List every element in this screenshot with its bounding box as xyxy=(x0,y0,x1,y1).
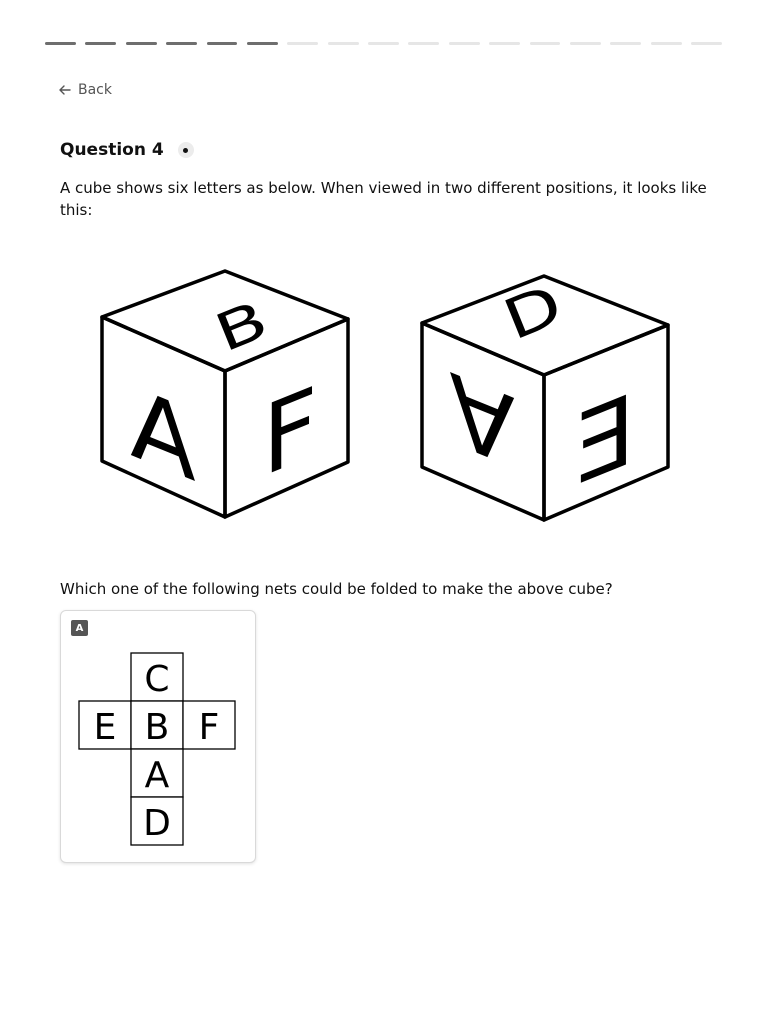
back-label: Back xyxy=(78,82,112,98)
cube2-front-letter: A xyxy=(449,348,515,488)
dot-icon xyxy=(183,148,188,153)
progress-segment xyxy=(651,42,682,45)
progress-segment xyxy=(45,42,76,45)
flag-button[interactable] xyxy=(178,142,194,158)
cube-net-figure xyxy=(77,651,237,851)
progress-segment xyxy=(449,42,480,45)
progress-segment xyxy=(610,42,641,45)
progress-segment xyxy=(368,42,399,45)
option-card-a[interactable] xyxy=(60,610,256,863)
cube2-top-letter: D xyxy=(494,272,572,354)
question-title: Question 4 xyxy=(60,140,164,160)
net-letter-bottom: D xyxy=(143,803,171,844)
cube-view-1 xyxy=(102,271,348,517)
net-letter-center: B xyxy=(144,707,170,748)
progress-segment xyxy=(207,42,238,45)
net-letter-left: E xyxy=(93,707,117,748)
progress-segment xyxy=(126,42,157,45)
progress-segment xyxy=(166,42,197,45)
progress-segment xyxy=(287,42,318,45)
progress-segment xyxy=(570,42,601,45)
cube1-front-letter: A xyxy=(130,365,196,505)
progress-segment xyxy=(85,42,116,45)
net-letter-top: C xyxy=(144,659,170,700)
progress-segment xyxy=(530,42,561,45)
follow-up-question: Which one of the following nets could be folded to make the above cube? xyxy=(60,580,613,598)
cube-figure xyxy=(80,245,680,530)
question-header xyxy=(60,140,194,160)
back-button[interactable] xyxy=(58,82,112,98)
progress-segment xyxy=(408,42,439,45)
cube1-side-letter: F xyxy=(262,364,318,500)
progress-segment xyxy=(328,42,359,45)
net-letter-right: F xyxy=(198,707,220,748)
arrow-left-icon xyxy=(58,83,72,97)
progress-segment xyxy=(489,42,520,45)
cube-view-2 xyxy=(422,272,668,520)
option-label: A xyxy=(71,620,88,636)
question-prompt: A cube shows six letters as below. When viewed in two different positions, it looks like this: xyxy=(60,179,707,219)
cube2-side-letter: E xyxy=(574,371,636,509)
net-letter-below: A xyxy=(144,755,170,796)
progress-segment xyxy=(691,42,722,45)
progress-segment xyxy=(247,42,278,45)
progress-bar xyxy=(45,42,722,45)
cube1-top-letter: B xyxy=(206,289,277,365)
